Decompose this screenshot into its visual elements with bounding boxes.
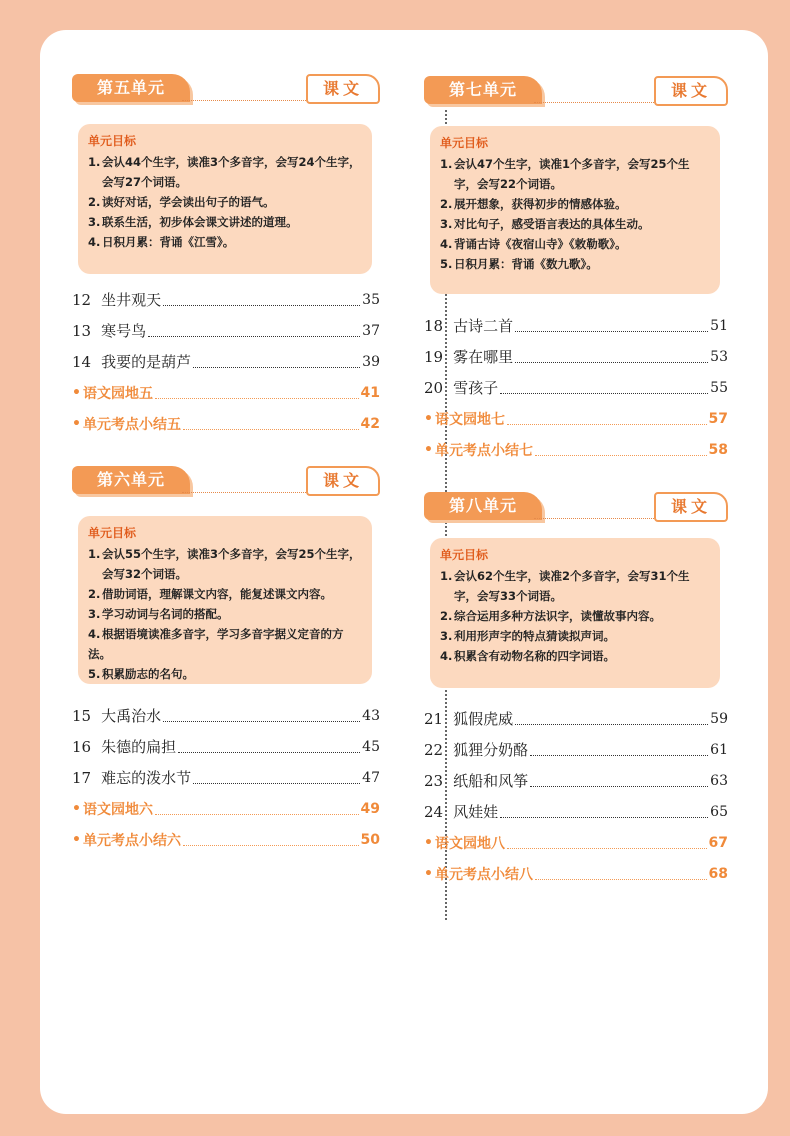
toc-row-lesson18[interactable]: 18 古诗二首 51: [424, 316, 728, 335]
unit5-tag: 课文: [306, 74, 380, 104]
unit7-header: [424, 76, 728, 106]
unit7-goals: [430, 126, 720, 294]
toc-row-lesson14[interactable]: 14 我要的是葫芦 39: [72, 352, 380, 371]
toc-row-lesson12[interactable]: 12 坐井观天 35: [72, 290, 380, 309]
goal-item: 3. 联系生活，初步体会课文讲述的道理。: [88, 215, 298, 229]
header-rule: [182, 100, 326, 101]
goal-item: 4. 日积月累：背诵《江雪》。: [88, 235, 235, 249]
goals-title: 单元目标: [440, 548, 489, 562]
toc-row-lesson23[interactable]: 23 纸船和风筝 63: [424, 771, 728, 790]
goal-item: 2. 综合运用多种方法识字，读懂故事内容。: [440, 609, 661, 623]
unit7-tag: 课文: [654, 76, 728, 106]
toc-row-yuwen-yuandi-7[interactable]: • 语文园地七 57: [424, 410, 728, 428]
unit6-goals: [78, 516, 372, 684]
unit8-toc: [424, 703, 728, 889]
toc-row-lesson20[interactable]: 20 雪孩子 55: [424, 378, 728, 397]
toc-row-lesson15[interactable]: 15 大禹治水 43: [72, 706, 380, 725]
goal-item: 5. 日积月累：背诵《数九歌》。: [440, 257, 598, 271]
header-rule: [182, 492, 326, 493]
goal-item: 4. 背诵古诗《夜宿山寺》《敕勒歌》。: [440, 237, 627, 251]
toc-row-lesson13[interactable]: 13 寒号鸟 37: [72, 321, 380, 340]
toc-row-summary-5[interactable]: • 单元考点小结五 42: [72, 415, 380, 433]
unit8-header: [424, 492, 728, 522]
unit7-title: 第七单元: [424, 76, 542, 104]
goal-item: 2. 借助词语，理解课文内容，能复述课文内容。: [88, 587, 332, 601]
goals-title: 单元目标: [440, 136, 489, 150]
unit5-toc: [72, 284, 380, 439]
goal-item: 2. 读好对话，学会读出句子的语气。: [88, 195, 275, 209]
goal-item: 5. 积累励志的名句。: [88, 667, 194, 681]
goal-item: 1. 会认44个生字，读准3个多音字，会写24个生字， 会写27个词语。: [88, 155, 361, 189]
unit7-toc: [424, 310, 728, 465]
toc-row-lesson19[interactable]: 19 雾在哪里 53: [424, 347, 728, 366]
toc-row-lesson16[interactable]: 16 朱德的扁担 45: [72, 737, 380, 756]
goal-item: 1. 会认62个生字，读准2个多音字，会写31个生 字，会写33个词语。: [440, 569, 690, 603]
toc-row-summary-6[interactable]: • 单元考点小结六 50: [72, 831, 380, 849]
unit5-title: 第五单元: [72, 74, 190, 102]
unit8-tag: 课文: [654, 492, 728, 522]
goal-item: 1. 会认55个生字，读准3个多音字，会写25个生字， 会写32个词语。: [88, 547, 361, 581]
unit5-header: [72, 74, 380, 104]
unit6-title: 第六单元: [72, 466, 190, 494]
goal-item: 1. 会认47个生字，读准1个多音字，会写25个生 字，会写22个词语。: [440, 157, 690, 191]
goal-item: 4. 根据语境读准多音字，学习多音字据义定音的方法。: [88, 627, 344, 661]
header-rule: [534, 102, 674, 103]
goals-title: 单元目标: [88, 526, 137, 540]
toc-row-lesson22[interactable]: 22 狐狸分奶酪 61: [424, 740, 728, 759]
toc-row-summary-7[interactable]: • 单元考点小结七 58: [424, 441, 728, 459]
toc-row-lesson21[interactable]: 21 狐假虎威 59: [424, 709, 728, 728]
unit5-goals: [78, 124, 372, 274]
toc-row-yuwen-yuandi-6[interactable]: • 语文园地六 49: [72, 800, 380, 818]
goal-item: 4. 积累含有动物名称的四字词语。: [440, 649, 615, 663]
header-rule: [534, 518, 674, 519]
toc-row-lesson24[interactable]: 24 风娃娃 65: [424, 802, 728, 821]
unit8-title: 第八单元: [424, 492, 542, 520]
goal-item: 3. 学习动词与名词的搭配。: [88, 607, 229, 621]
unit6-tag: 课文: [306, 466, 380, 496]
unit6-toc: [72, 700, 380, 855]
goal-item: 3. 对比句子，感受语言表达的具体生动。: [440, 217, 650, 231]
toc-row-lesson17[interactable]: 17 难忘的泼水节 47: [72, 768, 380, 787]
unit6-header: [72, 466, 380, 496]
toc-row-summary-8[interactable]: • 单元考点小结八 68: [424, 865, 728, 883]
unit8-goals: [430, 538, 720, 688]
goals-title: 单元目标: [88, 134, 137, 148]
toc-row-yuwen-yuandi-5[interactable]: • 语文园地五 41: [72, 384, 380, 402]
goal-item: 2. 展开想象，获得初步的情感体验。: [440, 197, 627, 211]
toc-row-yuwen-yuandi-8[interactable]: • 语文园地八 67: [424, 834, 728, 852]
goal-item: 3. 利用形声字的特点猜读拟声词。: [440, 629, 615, 643]
